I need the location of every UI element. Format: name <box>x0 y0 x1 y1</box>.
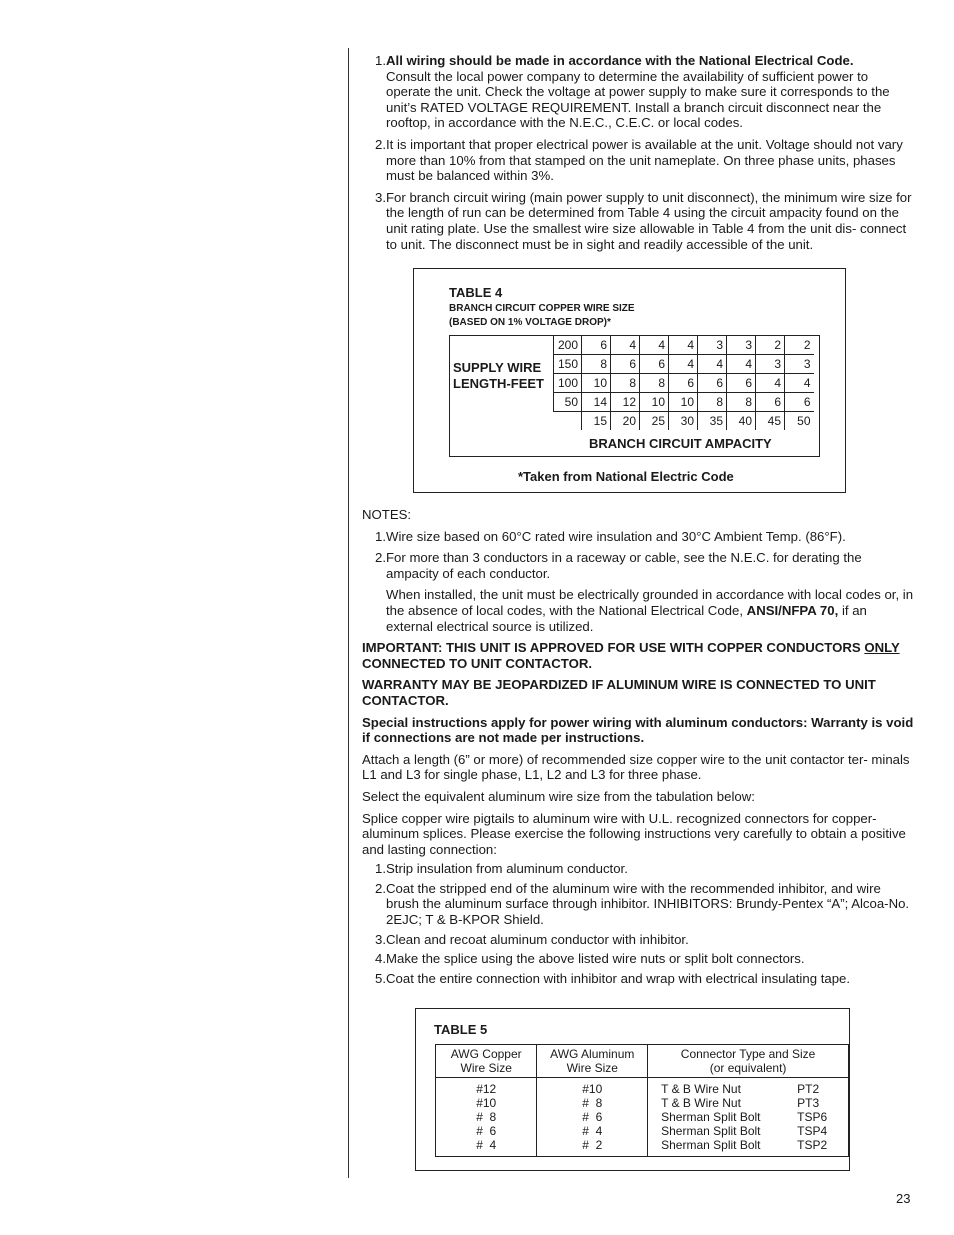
list-number: 2. <box>375 550 386 566</box>
ampacity-label: BRANCH CIRCUIT AMPACITY <box>589 436 772 451</box>
list-number: 3. <box>375 189 386 205</box>
length-cell: 100 <box>554 374 582 393</box>
table-row <box>554 374 814 393</box>
aluminum-size: # 4 <box>582 1124 603 1138</box>
supply-wire-label <box>453 360 544 392</box>
list-item <box>362 951 914 967</box>
attach-paragraph: Attach a length (6” or more) of recommended size copper wire to the unit contactor ter- minals L1 and L3 for single phase, L1, L2 and L3 for three phase. <box>362 751 910 783</box>
notes-column <box>362 507 914 990</box>
list-text: Clean and recoat aluminum conductor with inhibitor. <box>386 931 689 947</box>
list-number: 2. <box>375 136 386 152</box>
table-4-subtitle: BRANCH CIRCUIT COPPER WIRE SIZE <box>449 303 635 314</box>
important-text: CONNECTED TO UNIT CONTACTOR. <box>362 655 593 671</box>
important-text: IMPORTANT: THIS UNIT IS APPROVED FOR USE WITH COPPER CONDUCTORS <box>362 640 865 656</box>
wire-size-cell: 8 <box>727 393 756 412</box>
aluminum-connector-table <box>435 1044 849 1157</box>
connector-row <box>652 1082 844 1096</box>
wire-size-cell: 8 <box>698 393 727 412</box>
list-item <box>362 881 914 928</box>
wire-size-cell: 6 <box>698 374 727 393</box>
wire-size-cell: 4 <box>698 355 727 374</box>
connector-cell <box>648 1078 849 1157</box>
copper-size: #10 <box>476 1096 497 1110</box>
grounding-standard: ANSI/NFPA 70, <box>746 602 839 618</box>
list-text: For branch circuit wiring (main power supply to unit disconnect), the minimum wire size for the length of run can be determined from Table 4 using the circuit ampacity found on the unit rating plate. Use the smallest wire size allowable in Table 4 from the unit dis- connect to unit. The disconnect must be in sight and readily accessible of the unit. <box>386 189 912 252</box>
supply-wire-label-line: SUPPLY WIRE <box>453 360 542 375</box>
header-line: Connector Type and Size <box>680 1047 816 1061</box>
length-cell: 50 <box>554 393 582 412</box>
notes-heading: NOTES: <box>362 507 412 522</box>
header-line: Wire Size <box>566 1061 618 1075</box>
copper-size: # 4 <box>476 1138 497 1152</box>
list-number: 2. <box>375 880 386 896</box>
select-paragraph: Select the equivalent aluminum wire size from the tabulation below: <box>362 788 755 804</box>
table-4-subtitle-note: (BASED ON 1% VOLTAGE DROP)* <box>449 317 611 328</box>
ampacity-cell: 35 <box>698 412 727 431</box>
wire-size-cell: 4 <box>611 336 640 355</box>
connector-size: TSP2 <box>797 1138 828 1152</box>
wire-size-cell: 6 <box>611 355 640 374</box>
list-number: 5. <box>375 970 386 986</box>
ampacity-cell: 40 <box>727 412 756 431</box>
splice-paragraph: Splice copper wire pigtails to aluminum wire with U.L. recognized connectors for copper- aluminum splices. Please exercise the following instructions very carefully to obtain a positive and lasting connection: <box>362 810 906 857</box>
connector-type: T & B Wire Nut <box>661 1096 741 1110</box>
grounding-text: if an external electrical source is utilized. <box>386 602 867 634</box>
wire-size-cell: 6 <box>582 336 611 355</box>
header-line: Wire Size <box>460 1061 512 1075</box>
wire-size-cell: 8 <box>611 374 640 393</box>
column-header <box>537 1045 648 1078</box>
wire-size-cell: 8 <box>640 374 669 393</box>
header-line: AWG Aluminum <box>550 1047 635 1061</box>
ampacity-row <box>554 412 814 431</box>
column-divider <box>348 48 349 1178</box>
list-text: Strip insulation from aluminum conductor. <box>386 861 628 877</box>
connector-size: TSP4 <box>797 1124 828 1138</box>
ampacity-cell: 20 <box>611 412 640 431</box>
wire-size-cell: 4 <box>640 336 669 355</box>
wire-size-cell: 14 <box>582 393 611 412</box>
list-item <box>362 971 914 987</box>
list-number: 1. <box>375 53 386 68</box>
list-text: Coat the stripped end of the aluminum wire with the recommended inhibitor, and wire brush the aluminum surface through inhibitor. INHIBITORS: Brundy-Pentex “A”; Alcoa-No. 2EJC; T & B-KPOR Shield. <box>386 880 910 928</box>
table-4-box <box>413 268 846 493</box>
table-row <box>554 393 814 412</box>
list-number: 4. <box>375 951 386 967</box>
list-bold-lead: All wiring should be made in accordance with the National Electrical Code. <box>386 53 854 68</box>
list-item <box>362 137 914 184</box>
wire-size-cell: 6 <box>640 355 669 374</box>
copper-size-cell <box>436 1078 537 1157</box>
ampacity-cell: 30 <box>669 412 698 431</box>
wire-size-cell: 4 <box>669 355 698 374</box>
connector-row <box>652 1124 844 1138</box>
wire-size-cell: 2 <box>785 336 814 355</box>
wire-size-cell: 10 <box>669 393 698 412</box>
copper-size: # 6 <box>476 1124 497 1138</box>
ampacity-cell: 15 <box>582 412 611 431</box>
important-notice <box>362 640 914 671</box>
connector-size: PT3 <box>797 1096 820 1110</box>
length-cell: 200 <box>554 336 582 355</box>
wire-size-cell: 10 <box>582 374 611 393</box>
wire-size-cell: 12 <box>611 393 640 412</box>
wire-size-cell: 3 <box>756 355 785 374</box>
list-item <box>362 53 914 131</box>
list-number: 3. <box>375 931 386 947</box>
list-number: 1. <box>375 528 386 544</box>
list-item <box>362 861 914 877</box>
empty-cell <box>554 412 582 431</box>
header-line: (or equivalent) <box>709 1061 787 1075</box>
wire-size-cell: 6 <box>669 374 698 393</box>
connector-size: PT2 <box>797 1082 820 1096</box>
wire-size-cell: 4 <box>785 374 814 393</box>
grounding-note <box>386 587 914 634</box>
list-item <box>362 529 914 545</box>
wire-size-cell: 3 <box>727 336 756 355</box>
ampacity-cell: 45 <box>756 412 785 431</box>
column-header <box>648 1045 849 1078</box>
table-5-box <box>415 1008 850 1171</box>
important-only: ONLY <box>864 640 900 656</box>
supply-wire-label-line: LENGTH-FEET <box>453 376 544 391</box>
list-number: 1. <box>375 861 386 877</box>
aluminum-size: # 2 <box>582 1138 603 1152</box>
table-4-title: TABLE 4 <box>449 285 503 300</box>
wire-size-cell: 6 <box>727 374 756 393</box>
page-number: 23 <box>896 1191 911 1206</box>
wire-size-cell: 10 <box>640 393 669 412</box>
list-text: Make the splice using the above listed wire nuts or split bolt connectors. <box>386 951 805 967</box>
copper-size: # 8 <box>476 1110 497 1124</box>
connector-size: TSP6 <box>797 1110 828 1124</box>
ampacity-cell: 25 <box>640 412 669 431</box>
ampacity-cell: 50 <box>785 412 814 431</box>
list-text: Consult the local power company to determine the availability of sufficient power to operate the unit. Check the voltage at power supply to make sure it corresponds to the unit’s RATED VOLTAGE REQUIREMENT. Install a branch circuit disconnect near the rooftop, in accordance with the N.E.C., C.E.C. or local codes. <box>386 68 890 131</box>
connector-type: T & B Wire Nut <box>661 1082 741 1096</box>
intro-column <box>362 53 914 258</box>
aluminum-size-cell <box>537 1078 648 1157</box>
table-5-title: TABLE 5 <box>434 1022 488 1037</box>
list-text: It is important that proper electrical power is available at the unit. Voltage should not vary more than 10% from that stamped on the unit nameplate. On three phase units, phases must be balanced within 3%. <box>386 136 903 184</box>
splice-steps <box>362 861 914 986</box>
wire-size-cell: 6 <box>756 393 785 412</box>
list-item <box>362 932 914 948</box>
wire-size-cell: 3 <box>698 336 727 355</box>
column-header <box>436 1045 537 1078</box>
aluminum-size: #10 <box>582 1082 603 1096</box>
wire-size-cell: 8 <box>582 355 611 374</box>
connector-type: Sherman Split Bolt <box>661 1138 761 1152</box>
wire-size-cell: 4 <box>669 336 698 355</box>
list-item <box>362 190 914 252</box>
table-row <box>554 336 814 355</box>
copper-size: #12 <box>476 1082 497 1096</box>
connector-type: Sherman Split Bolt <box>661 1110 761 1124</box>
special-instructions: Special instructions apply for power wiring with aluminum conductors: Warranty is void if connections are not made per instructions. <box>362 714 914 746</box>
connector-row <box>652 1110 844 1124</box>
header-line: AWG Copper <box>450 1047 522 1061</box>
aluminum-size: # 6 <box>582 1110 603 1124</box>
connector-row <box>652 1096 844 1110</box>
length-cell: 150 <box>554 355 582 374</box>
table-row <box>554 355 814 374</box>
connector-type: Sherman Split Bolt <box>661 1124 761 1138</box>
wire-size-cell: 2 <box>756 336 785 355</box>
list-text: Wire size based on 60°C rated wire insulation and 30°C Ambient Temp. (86°F). <box>386 528 846 544</box>
list-text: Coat the entire connection with inhibitor and wrap with electrical insulating tape. <box>386 970 851 986</box>
aluminum-size: # 8 <box>582 1096 603 1110</box>
wire-size-cell: 4 <box>727 355 756 374</box>
list-text: For more than 3 conductors in a raceway or cable, see the N.E.C. for derating the ampacity of each conductor. <box>386 550 862 581</box>
list-item <box>362 550 914 581</box>
table-4-footnote: *Taken from National Electric Code <box>518 469 734 484</box>
grounding-text: When installed, the unit must be electrically grounded in accordance with local codes or, in the absence of local codes, with the National Electrical Code, <box>386 587 914 618</box>
table-4-grid-frame <box>449 335 820 457</box>
wire-size-cell: 4 <box>756 374 785 393</box>
wire-size-cell: 6 <box>785 393 814 412</box>
connector-row <box>652 1138 844 1152</box>
warranty-notice: WARRANTY MAY BE JEOPARDIZED IF ALUMINUM WIRE IS CONNECTED TO UNIT CONTACTOR. <box>362 677 876 708</box>
wire-size-cell: 3 <box>785 355 814 374</box>
wire-size-table <box>553 336 814 430</box>
